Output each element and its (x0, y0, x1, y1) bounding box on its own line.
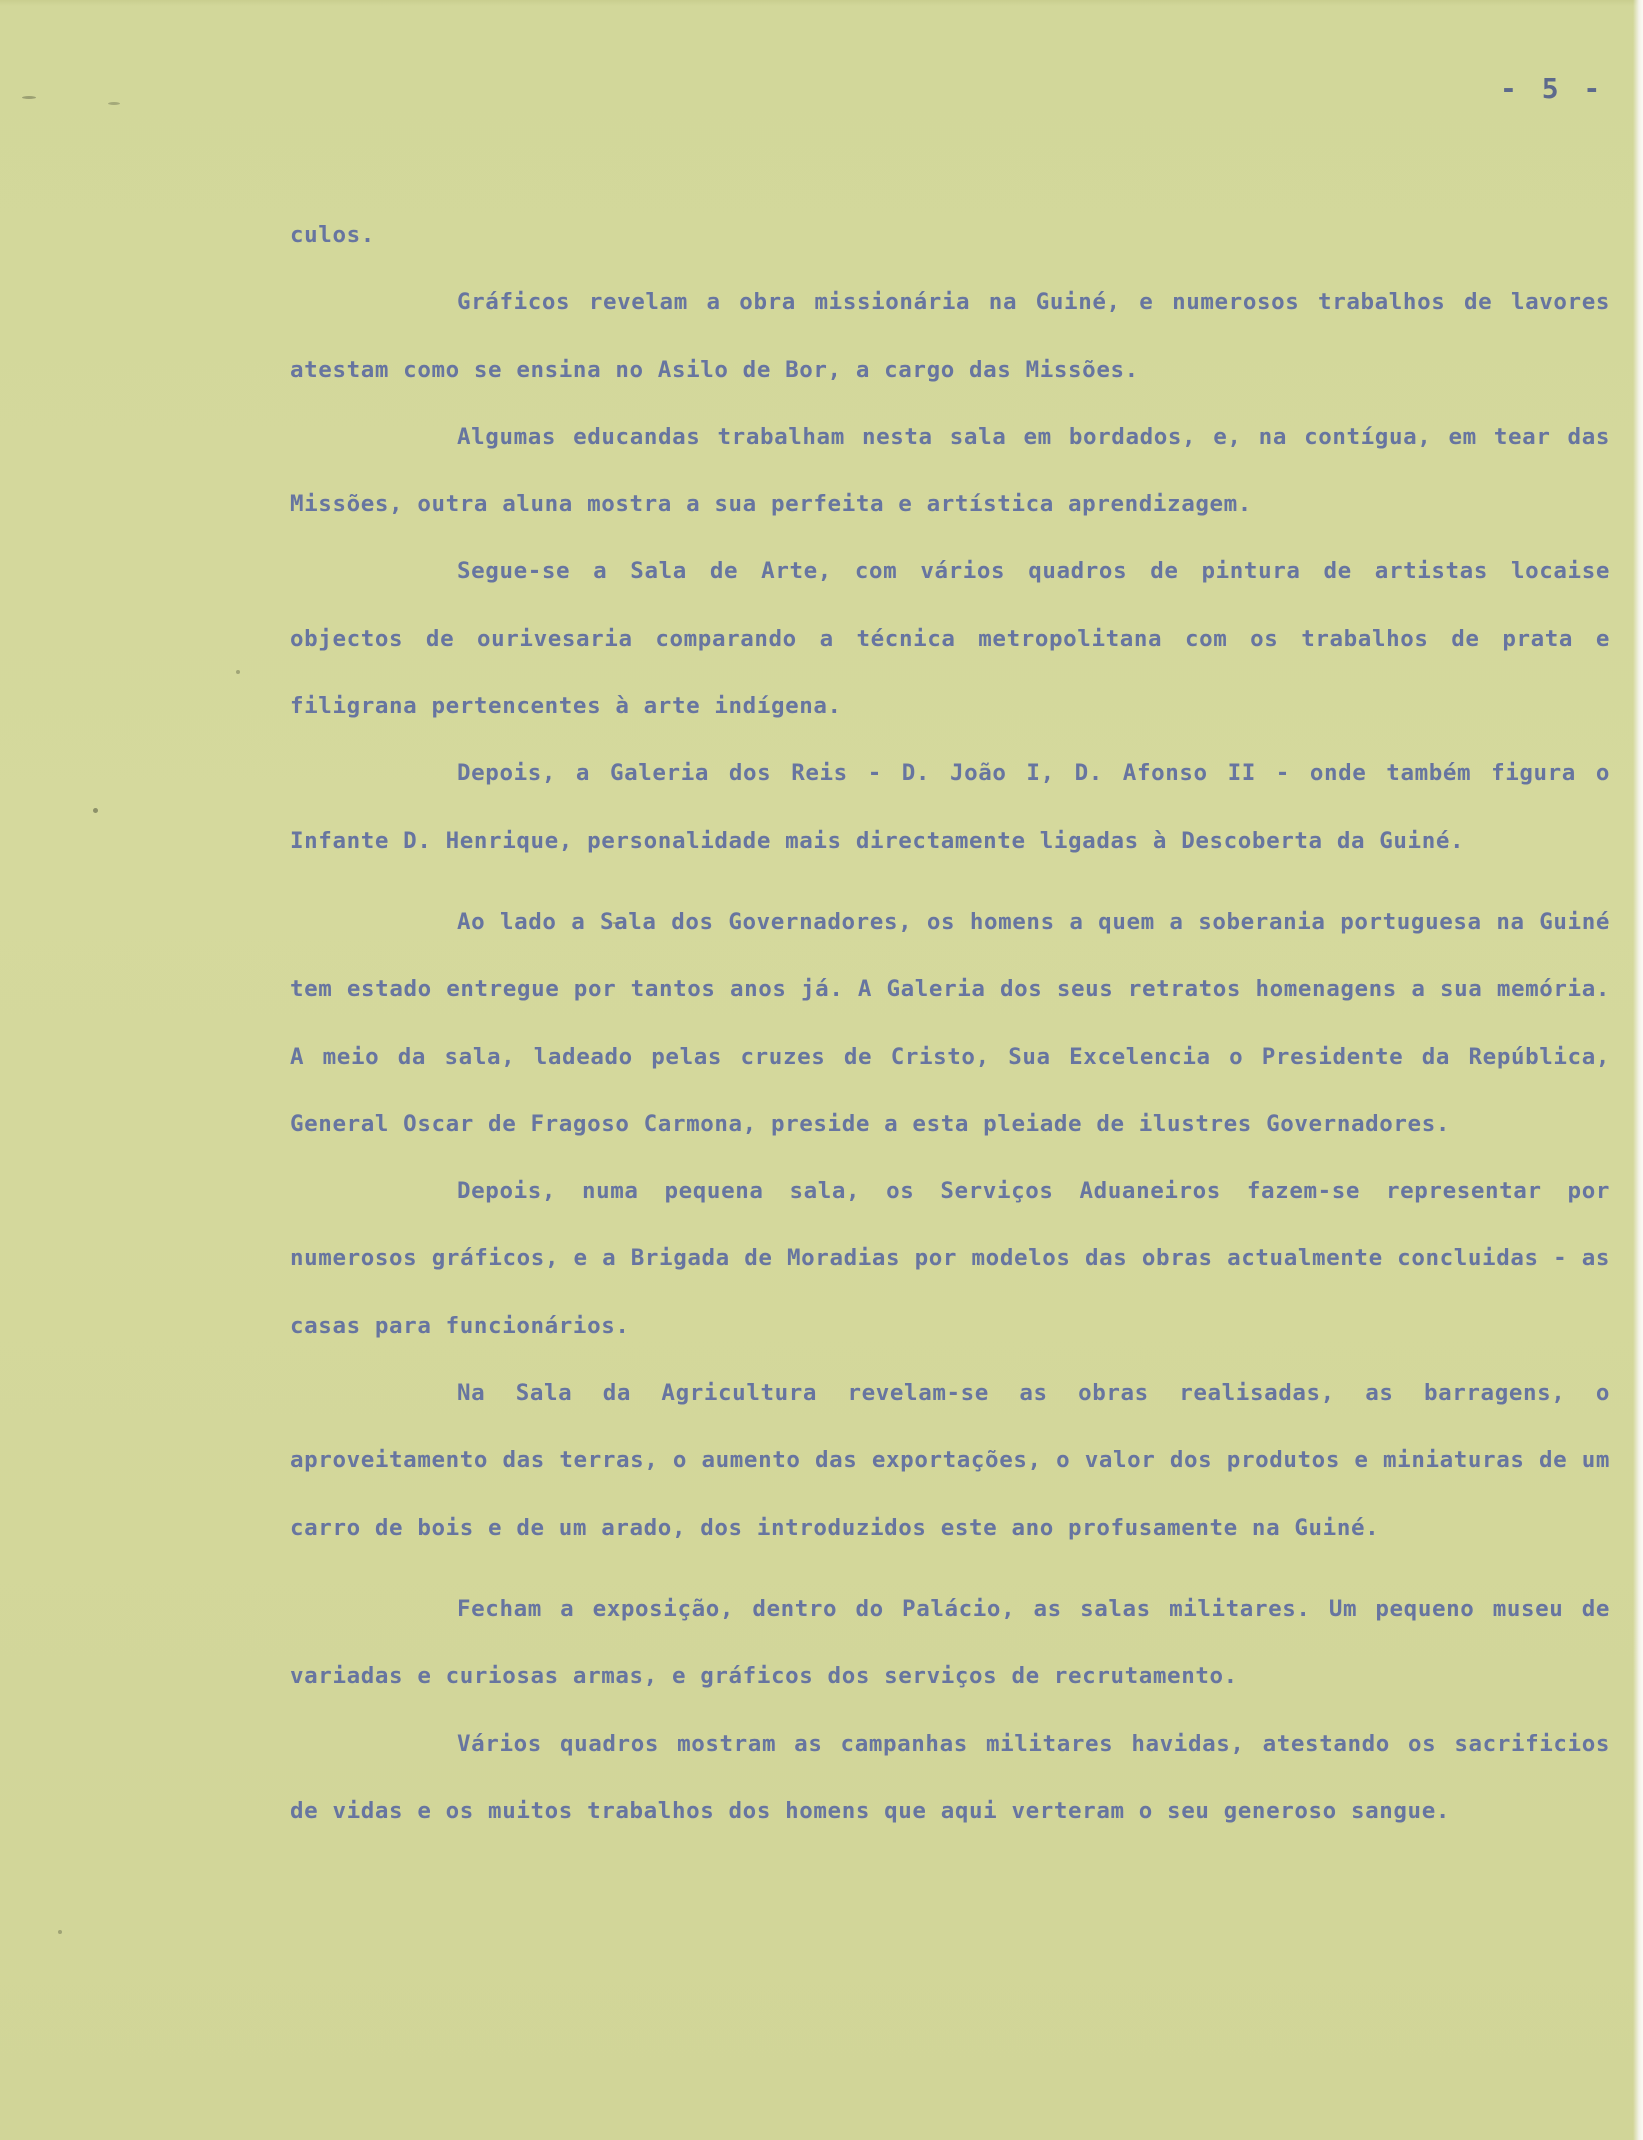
paper-top-edge (0, 0, 1643, 6)
paragraph-galeria-dos-reis: Depois, a Galeria dos Reis - D. João I, D. Afonso II - onde também figura o Infante D. Henrique, personalidade mais directamente ligadas à Descoberta da Guiné. (290, 760, 1610, 854)
paragraph-continuation: culos. (290, 222, 375, 248)
paper-speck (236, 670, 240, 674)
paragraph-servicos-aduaneiros: Depois, numa pequena sala, os Serviços Aduaneiros fazem-se representar por numerosos gráficos, e a Brigada de Moradias por modelos das obras actualmente concluidas - as casas para funcionários. (290, 1178, 1610, 1339)
paragraph-graficos: Gráficos revelam a obra missionária na Guiné, e numerosos trabalhos de lavores atestam como se ensina no Asilo de Bor, a cargo das Missões. (290, 289, 1610, 383)
paragraph-sala-agricultura: Na Sala da Agricultura revelam-se as obras realisadas, as barragens, o aproveitamento das terras, o aumento das exportações, o valor dos produtos e miniaturas de um carro de bois e de um arado, dos introduzidos este ano profusamente na Guiné. (290, 1380, 1610, 1541)
paper-speck (108, 102, 120, 105)
paragraph-sala-de-arte: Segue-se a Sala de Arte, com vários quadros de pintura de artistas locaise objectos de ourivesaria comparando a técnica metropolitana com os trabalhos de prata e filigrana pertencentes à arte indígena. (290, 558, 1610, 720)
paper-right-edge (1633, 0, 1643, 2140)
body-text (290, 202, 1610, 1845)
paper-speck (93, 808, 98, 813)
paper-speck (58, 1930, 62, 1934)
paper-speck (22, 96, 36, 99)
paragraph-salas-militares: Fecham a exposição, dentro do Palácio, as salas militares. Um pequeno museu de variadas e curiosas armas, e gráficos dos serviços de recrutamento. (290, 1595, 1610, 1690)
page-number: - 5 - (1500, 72, 1605, 105)
paragraph-campanhas-militares: Vários quadros mostram as campanhas militares havidas, atestando os sacrificios de vidas e os muitos trabalhos dos homens que aqui verteram o seu generoso sangue. (290, 1730, 1610, 1824)
paragraph-educandas: Algumas educandas trabalham nesta sala em bordados, e, na contígua, em tear das Missões, outra aluna mostra a sua perfeita e artística aprendizagem. (290, 423, 1610, 518)
paragraph-sala-governadores: Ao lado a Sala dos Governadores, os homens a quem a soberania portuguesa na Guiné tem estado entregue por tantos anos já. A Galeria dos seus retratos homenagens a sua memória. A meio da sala, ladeado pelas cruzes de Cristo, Sua Excelencia o Presidente da República, General Oscar de Fragoso Carmona, preside a esta pleiade de ilustres Governadores. (290, 908, 1610, 1137)
